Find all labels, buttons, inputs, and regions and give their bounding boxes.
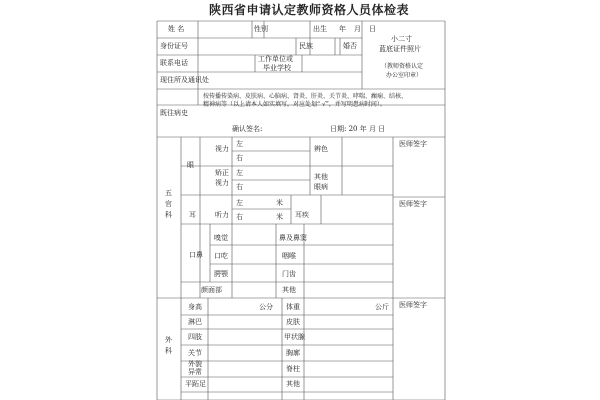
photo-stamp-text-1: （教师资格认定 (381, 63, 424, 70)
palate-label: 腭颚 (214, 270, 228, 278)
abnormal-label-1: 外貌 (188, 360, 202, 368)
vision-right: 右 (236, 154, 243, 162)
facial-section-label: 五官科 (165, 189, 172, 220)
abnormal-label-2: 异常 (188, 368, 202, 376)
address-label: 现住所及通讯处 (160, 76, 209, 84)
skin-label: 皮肤 (286, 318, 300, 326)
chest-label: 胸廓 (286, 349, 300, 357)
corrected-vision-label-1: 矫正 (215, 169, 229, 177)
surgery-section-label: 外科 (165, 336, 172, 356)
lymph-label: 淋巴 (188, 318, 202, 326)
joints-label: 关节 (188, 349, 202, 357)
dob-label: 出生 (313, 25, 327, 33)
corrected-right: 右 (236, 183, 243, 191)
name-label: 姓 名 (168, 25, 185, 33)
color-vision-label: 辨色 (314, 145, 328, 153)
other-eye-label-2: 眼病 (314, 183, 328, 191)
eye-doctor-sign-label: 医师签字 (399, 140, 427, 148)
hearing-left-meter: 米 (276, 199, 283, 207)
phone-label: 联系电话 (160, 59, 188, 67)
throat-label: 咽喉 (282, 252, 296, 260)
corrected-vision-label-2: 视力 (215, 179, 229, 187)
form-title: 陕西省申请认定教师资格人员体检表 (209, 3, 410, 17)
gender-label: 性别 (254, 25, 268, 33)
dob-month: 月 (354, 25, 361, 33)
photo-stamp-text-2: 办公室印章） (386, 72, 423, 79)
confirm-signature-label: 确认签名: (232, 125, 263, 133)
dob-day: 日 (369, 25, 376, 33)
flatfoot-label: 平跖足 (185, 380, 206, 388)
work-unit-label: 工作单位或 (258, 55, 293, 63)
ent-doctor-sign-label: 医师签字 (399, 200, 427, 208)
photo-size-text: 小二寸 (391, 35, 412, 43)
weight-label: 体重 (286, 303, 300, 311)
corrected-left: 左 (236, 169, 243, 177)
vision-left: 左 (236, 140, 243, 148)
surgery-other-label: 其他 (286, 380, 300, 388)
marital-label: 婚否 (343, 42, 357, 50)
history-label: 既往病史 (160, 109, 188, 117)
dob-year: 年 (339, 25, 346, 33)
other-eye-label-1: 其他 (314, 173, 328, 181)
facial-other-label: 其他 (282, 286, 296, 294)
ethnicity-label: 民族 (299, 42, 313, 50)
smell-label: 嗅觉 (214, 234, 228, 242)
surgery-doctor-sign-label: 医师签字 (399, 301, 427, 309)
eye-label: 眼 (187, 161, 194, 169)
ear-disease-label: 耳疾 (295, 211, 309, 219)
graduate-school-label: 毕业学校 (263, 64, 291, 72)
thyroid-label: 甲状腺 (284, 333, 305, 341)
stutter-label: 口吃 (214, 252, 228, 260)
history-note-1: 按传播传染病、皮肤病、心脑病、肾炎、肝炎、关节炎、哮喘、癫痫、结核、 (203, 93, 408, 100)
date-label: 日期: 20 年 月 日 (330, 125, 386, 133)
hearing-right: 右 (236, 213, 243, 221)
hearing-label: 听力 (215, 211, 229, 219)
history-note-2: 精神病等（以上请本人如实填写，对应处划“ √”，并写明患病时间）。 (203, 101, 386, 108)
photo-bg-text: 蓝底证件照片 (379, 45, 421, 53)
ear-label: 耳 (189, 211, 196, 219)
hearing-left: 左 (236, 199, 243, 207)
height-label: 身高 (188, 303, 202, 311)
hearing-right-meter: 米 (276, 213, 283, 221)
id-number-label: 身份证号 (160, 42, 188, 50)
nose-mouth-label: 口鼻 (189, 251, 203, 259)
teeth-label: 门齿 (282, 270, 296, 278)
vision-label: 视力 (215, 145, 229, 153)
weight-unit: 公斤 (375, 303, 389, 311)
face-label: 颜面部 (201, 286, 222, 294)
height-unit: 公分 (259, 303, 273, 311)
limbs-label: 四肢 (188, 333, 202, 341)
spine-label: 脊柱 (286, 365, 300, 373)
nose-sinus-label: 鼻及鼻窦 (279, 234, 307, 242)
